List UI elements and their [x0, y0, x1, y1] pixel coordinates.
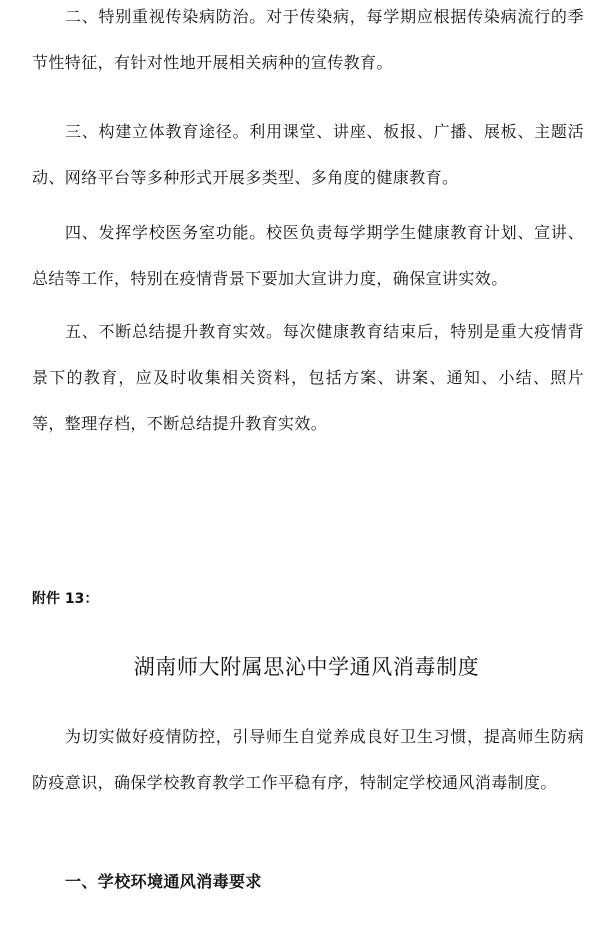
- paragraph-intro: 为切实做好疫情防控，引导师生自觉养成良好卫生习惯，提高师生防病防疫意识，确保学校教育教学工作平稳有序，特制定学校通风消毒制度。: [32, 727, 584, 792]
- paragraph-infectious-disease: 二、特别重视传染病防治。对于传染病，每学期应根据传染病流行的季节性特征，有针对性地开展相关病种的宣传教育。: [32, 7, 584, 72]
- document-title: 湖南师大附属思沁中学通风消毒制度: [133, 655, 480, 679]
- paragraph-education-channels: 三、构建立体教育途径。利用课堂、讲座、板报、广播、展板、主题活动、网络平台等多种形式开展多类型、多角度的健康教育。: [32, 122, 584, 187]
- paragraph-clinic-function: 四、发挥学校医务室功能。校医负责每学期学生健康教育计划、宣讲、总结等工作，特别在疫情背景下要加大宣讲力度，确保宣讲实效。: [32, 223, 584, 288]
- section-heading: 一、学校环境通风消毒要求: [65, 872, 262, 891]
- attachment-label: 附件 13：: [32, 591, 99, 607]
- paragraph-summarize-results: 五、不断总结提升教育实效。每次健康教育结束后，特别是重大疫情背景下的教育，应及时收集相关资料，包括方案、讲案、通知、小结、照片等，整理存档，不断总结提升教育实效。: [32, 322, 584, 433]
